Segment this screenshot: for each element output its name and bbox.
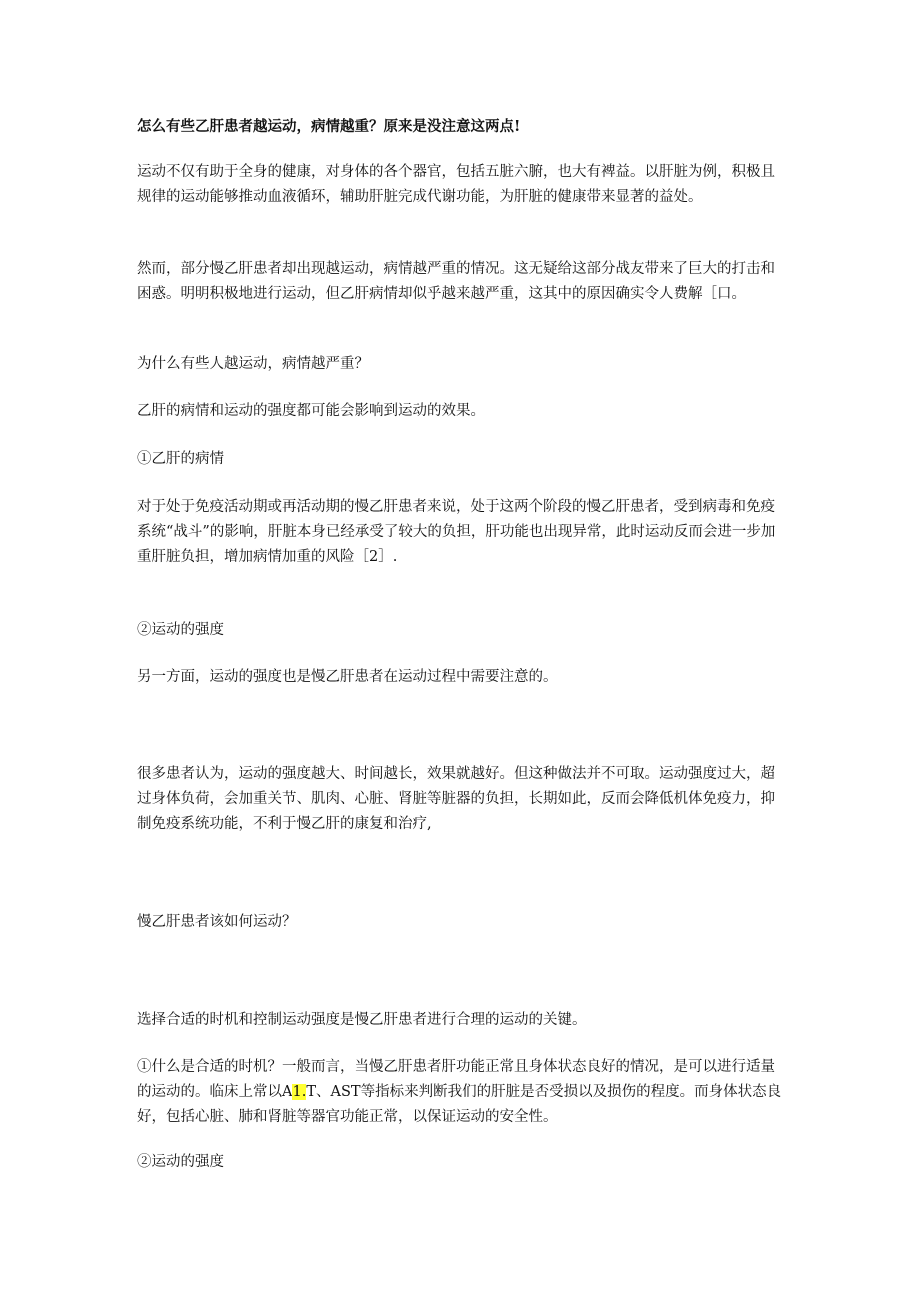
paragraph-intro: 运动不仅有助于全身的健康，对身体的各个器官，包括五脏六腑，也大有裨益。以肝脏为例，积极且规律的运动能够推动血液循环，辅助肝脏完成代谢功能，为肝脏的健康带来显著的益处。	[137, 164, 775, 205]
highlighted-text: 1.	[292, 1084, 307, 1100]
timing-text-before: ①什么是合适的时机？一般而言，当慢乙肝患者肝功能正常且身体状态良好的情况，是可以进行适量的运动的。临床上常以A	[137, 1059, 775, 1100]
paragraph-factors: 乙肝的病情和运动的强度都可能会影响到运动的效果。	[137, 403, 485, 419]
timing-text-after: T、AST等指标来判断我们的肝脏是否受损以及损伤的程度。而身体状态良好，包括心脏、肺和肾脏等器官功能正常，以保证运动的安全性。	[137, 1084, 782, 1125]
paragraph-condition: 对于处于免疫活动期或再活动期的慢乙肝患者来说，处于这两个阶段的慢乙肝患者，受到病毒和免疫系统“战斗”的影响，肝脏本身已经承受了较大的负担，肝功能也出现异常，此时运动反而会进一步加重肝脏负担，增加病情加重的风险［2］.	[137, 499, 776, 565]
paragraph-problem: 然而，部分慢乙肝患者却出现越运动，病情越严重的情况。这无疑给这部分战友带来了巨大的打击和困惑。明明积极地进行运动，但乙肝病情却似乎越来越严重，这其中的原因确实令人费解［口。	[137, 261, 775, 302]
article-title: 怎么有些乙肝患者越运动，病情越重？原来是没注意这两点!	[137, 118, 521, 135]
paragraph-intensity-detail: 很多患者认为，运动的强度越大、时间越长，效果就越好。但这种做法并不可取。运动强度过大，超过身体负荷，会加重关节、肌肉、心脏、肾脏等脏器的负担，长期如此，反而会降低机体免疫力，抑制免疫系统功能，不利于慢乙肝的康复和治疗,	[137, 766, 775, 832]
subheading-condition: ①乙肝的病情	[137, 451, 224, 467]
paragraph-timing	[137, 1055, 787, 1130]
subheading-intensity-2: ②运动的强度	[137, 1154, 224, 1170]
subheading-intensity: ②运动的强度	[137, 622, 224, 638]
paragraph-key: 选择合适的时机和控制运动强度是慢乙肝患者进行合理的运动的关键。	[137, 1012, 587, 1028]
paragraph-intensity-intro: 另一方面，运动的强度也是慢乙肝患者在运动过程中需要注意的。	[137, 669, 558, 685]
question-heading: 为什么有些人越运动，病情越严重？	[137, 356, 369, 372]
section-heading-how: 慢乙肝患者该如何运动？	[137, 914, 297, 930]
